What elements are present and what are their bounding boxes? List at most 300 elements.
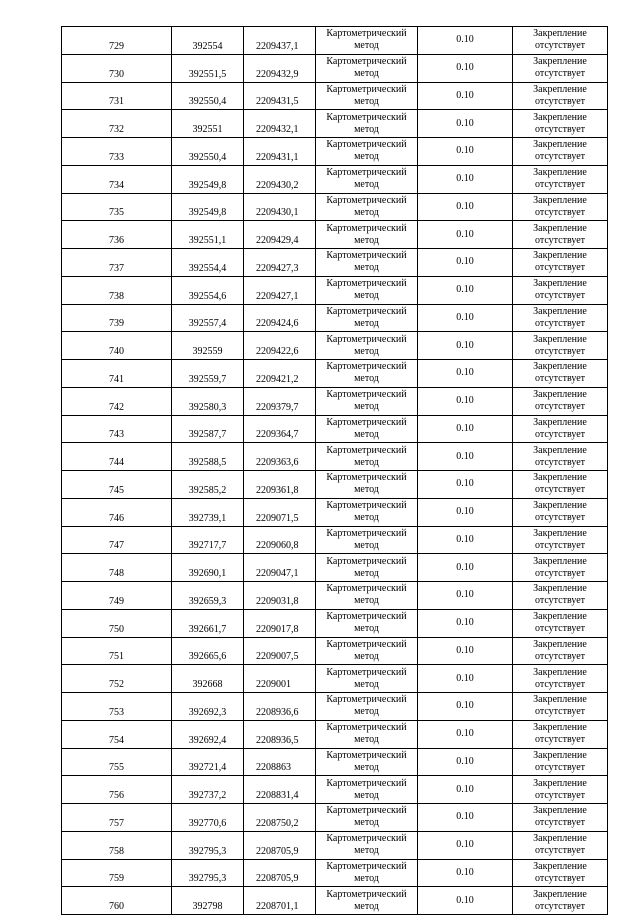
- y-coordinate-cell: [244, 360, 316, 388]
- point-number-cell: [62, 193, 172, 221]
- fixing-text: Закрепление: [533, 583, 587, 595]
- fixing-text: отсутствует: [534, 595, 586, 607]
- table-row: [62, 831, 608, 859]
- y-coordinate-cell: [244, 443, 316, 471]
- point-number-text: 759: [109, 873, 124, 885]
- fixing-text: отсутствует: [534, 789, 586, 801]
- method-cell: [316, 221, 418, 249]
- precision-text: 0.10: [456, 339, 474, 351]
- point-number-cell: [62, 304, 172, 332]
- method-cell: [316, 609, 418, 637]
- x-coordinate-text: 392661,7: [188, 623, 227, 635]
- x-coordinate-cell: [172, 360, 244, 388]
- point-number-cell: [62, 110, 172, 138]
- fixing-cell: [513, 54, 608, 82]
- x-coordinate-text: 392549,8: [188, 179, 227, 191]
- fixing-text: отсутствует: [534, 151, 586, 163]
- fixing-text: Закрепление: [533, 694, 587, 706]
- fixing-cell: [513, 165, 608, 193]
- x-coordinate-cell: [172, 776, 244, 804]
- x-coordinate-cell: [172, 831, 244, 859]
- fixing-text: Закрепление: [533, 444, 587, 456]
- method-text: метод: [354, 317, 379, 329]
- method-text: метод: [354, 40, 379, 52]
- precision-text: 0.10: [456, 173, 474, 185]
- method-text: метод: [354, 650, 379, 662]
- point-number-cell: [62, 831, 172, 859]
- fixing-text: отсутствует: [534, 650, 586, 662]
- y-coordinate-cell: [244, 498, 316, 526]
- x-coordinate-text: 392550,4: [188, 151, 227, 163]
- method-text: метод: [354, 789, 379, 801]
- method-text: Картометрический: [326, 694, 407, 706]
- y-coordinate-cell: [244, 27, 316, 55]
- precision-cell: [418, 582, 513, 610]
- table-row: [62, 582, 608, 610]
- y-coordinate-text: 2209361,8: [256, 484, 299, 496]
- point-number-cell: [62, 498, 172, 526]
- fixing-cell: [513, 110, 608, 138]
- fixing-text: отсутствует: [534, 345, 586, 357]
- point-number-cell: [62, 720, 172, 748]
- fixing-text: Закрепление: [533, 749, 587, 761]
- x-coordinate-text: 392554: [192, 40, 223, 52]
- fixing-cell: [513, 887, 608, 915]
- point-number-cell: [62, 415, 172, 443]
- point-number-cell: [62, 27, 172, 55]
- y-coordinate-text: 2209432,9: [256, 68, 299, 80]
- table-row: [62, 776, 608, 804]
- method-text: Картометрический: [326, 167, 407, 179]
- x-coordinate-cell: [172, 526, 244, 554]
- fixing-cell: [513, 360, 608, 388]
- fixing-cell: [513, 720, 608, 748]
- table-row: [62, 360, 608, 388]
- point-number-text: 743: [109, 429, 124, 441]
- method-cell: [316, 720, 418, 748]
- precision-text: 0.10: [456, 839, 474, 851]
- table-row: [62, 138, 608, 166]
- y-coordinate-text: 2209363,6: [256, 457, 299, 468]
- x-coordinate-text: 392717,7: [188, 540, 227, 552]
- method-cell: [316, 110, 418, 138]
- fixing-cell: [513, 193, 608, 221]
- x-coordinate-cell: [172, 332, 244, 360]
- x-coordinate-cell: [172, 276, 244, 304]
- point-number-cell: [62, 748, 172, 776]
- precision-text: 0.10: [456, 34, 474, 46]
- precision-cell: [418, 165, 513, 193]
- precision-cell: [418, 249, 513, 277]
- method-text: Картометрический: [326, 416, 407, 428]
- precision-text: 0.10: [456, 228, 474, 240]
- y-coordinate-text: 2209430,1: [256, 207, 299, 219]
- precision-text: 0.10: [456, 672, 474, 684]
- y-coordinate-cell: [244, 193, 316, 221]
- y-coordinate-cell: [244, 82, 316, 110]
- method-text: метод: [354, 428, 379, 440]
- precision-cell: [418, 887, 513, 915]
- x-coordinate-cell: [172, 110, 244, 138]
- method-cell: [316, 54, 418, 82]
- table-row: [62, 526, 608, 554]
- method-cell: [316, 526, 418, 554]
- table-row: [62, 221, 608, 249]
- y-coordinate-cell: [244, 221, 316, 249]
- fixing-cell: [513, 526, 608, 554]
- method-text: метод: [354, 68, 379, 80]
- point-number-text: 729: [109, 40, 124, 52]
- table-row: [62, 665, 608, 693]
- fixing-text: отсутствует: [534, 706, 586, 718]
- x-coordinate-cell: [172, 387, 244, 415]
- method-text: метод: [354, 373, 379, 385]
- fixing-text: Закрепление: [533, 860, 587, 872]
- fixing-text: Закрепление: [533, 555, 587, 567]
- fixing-cell: [513, 804, 608, 832]
- x-coordinate-cell: [172, 609, 244, 637]
- precision-text: 0.10: [456, 367, 474, 379]
- point-number-text: 732: [109, 124, 124, 135]
- method-text: Картометрический: [326, 583, 407, 595]
- point-number-cell: [62, 859, 172, 887]
- table-row: [62, 110, 608, 138]
- point-number-text: 739: [109, 318, 124, 330]
- x-coordinate-cell: [172, 471, 244, 499]
- point-number-text: 734: [109, 179, 124, 191]
- y-coordinate-cell: [244, 637, 316, 665]
- y-coordinate-cell: [244, 387, 316, 415]
- y-coordinate-text: 2209427,1: [256, 290, 299, 302]
- precision-cell: [418, 54, 513, 82]
- y-coordinate-cell: [244, 609, 316, 637]
- method-text: метод: [354, 678, 379, 690]
- fixing-cell: [513, 776, 608, 804]
- fixing-text: отсутствует: [534, 290, 586, 302]
- x-coordinate-cell: [172, 221, 244, 249]
- precision-text: 0.10: [456, 561, 474, 573]
- method-text: Картометрический: [326, 860, 407, 872]
- x-coordinate-text: 392585,2: [188, 484, 227, 496]
- fixing-text: Закрепление: [533, 638, 587, 650]
- method-cell: [316, 415, 418, 443]
- x-coordinate-text: 392550,4: [188, 96, 227, 108]
- precision-text: 0.10: [456, 450, 474, 462]
- point-number-text: 753: [109, 706, 124, 718]
- method-text: метод: [354, 872, 379, 884]
- method-cell: [316, 27, 418, 55]
- table-row: [62, 304, 608, 332]
- x-coordinate-text: 392554,6: [188, 290, 227, 302]
- x-coordinate-text: 392551,5: [188, 68, 227, 80]
- method-text: Картометрический: [326, 278, 407, 290]
- fixing-text: отсутствует: [534, 845, 586, 857]
- precision-cell: [418, 804, 513, 832]
- fixing-text: отсутствует: [534, 567, 586, 579]
- method-text: Картометрический: [326, 250, 407, 262]
- x-coordinate-cell: [172, 82, 244, 110]
- fixing-text: отсутствует: [534, 761, 586, 773]
- precision-cell: [418, 443, 513, 471]
- method-text: метод: [354, 512, 379, 524]
- method-text: метод: [354, 484, 379, 496]
- table-row: [62, 471, 608, 499]
- precision-text: 0.10: [456, 894, 474, 906]
- y-coordinate-text: 2208936,6: [256, 706, 299, 718]
- method-text: Картометрический: [326, 749, 407, 761]
- precision-text: 0.10: [456, 89, 474, 101]
- fixing-text: Закрепление: [533, 167, 587, 179]
- fixing-cell: [513, 27, 608, 55]
- x-coordinate-cell: [172, 443, 244, 471]
- precision-cell: [418, 387, 513, 415]
- point-number-cell: [62, 471, 172, 499]
- method-text: Картометрический: [326, 194, 407, 206]
- method-cell: [316, 498, 418, 526]
- method-cell: [316, 82, 418, 110]
- precision-text: 0.10: [456, 284, 474, 296]
- fixing-cell: [513, 637, 608, 665]
- precision-cell: [418, 859, 513, 887]
- x-coordinate-text: 392551: [192, 124, 223, 135]
- point-number-cell: [62, 249, 172, 277]
- point-number-text: 730: [109, 68, 124, 80]
- method-text: метод: [354, 706, 379, 718]
- y-coordinate-text: 2209047,1: [256, 568, 299, 579]
- method-cell: [316, 693, 418, 721]
- fixing-text: отсутствует: [534, 817, 586, 829]
- precision-text: 0.10: [456, 422, 474, 434]
- fixing-text: Закрепление: [533, 527, 587, 539]
- fixing-text: отсутствует: [534, 206, 586, 218]
- y-coordinate-cell: [244, 276, 316, 304]
- precision-cell: [418, 332, 513, 360]
- fixing-text: отсутствует: [534, 539, 586, 551]
- point-number-text: 750: [109, 623, 124, 635]
- fixing-text: отсутствует: [534, 623, 586, 635]
- fixing-text: отсутствует: [534, 428, 586, 440]
- point-number-text: 752: [109, 679, 124, 690]
- fixing-cell: [513, 332, 608, 360]
- table-row: [62, 387, 608, 415]
- precision-cell: [418, 831, 513, 859]
- x-coordinate-text: 392559,7: [188, 373, 227, 385]
- fixing-text: Закрепление: [533, 722, 587, 734]
- point-number-cell: [62, 554, 172, 582]
- table-row: [62, 443, 608, 471]
- fixing-cell: [513, 443, 608, 471]
- x-coordinate-text: 392551,1: [188, 235, 227, 246]
- fixing-text: Закрепление: [533, 250, 587, 262]
- point-number-cell: [62, 276, 172, 304]
- x-coordinate-cell: [172, 27, 244, 55]
- method-text: метод: [354, 567, 379, 579]
- fixing-cell: [513, 748, 608, 776]
- y-coordinate-cell: [244, 138, 316, 166]
- fixing-text: Закрепление: [533, 361, 587, 373]
- precision-text: 0.10: [456, 866, 474, 878]
- x-coordinate-cell: [172, 693, 244, 721]
- point-number-cell: [62, 387, 172, 415]
- precision-cell: [418, 415, 513, 443]
- point-number-cell: [62, 609, 172, 637]
- y-coordinate-text: 2209422,6: [256, 346, 299, 357]
- x-coordinate-text: 392580,3: [188, 401, 227, 413]
- fixing-text: Закрепление: [533, 472, 587, 484]
- x-coordinate-text: 392795,3: [188, 873, 227, 885]
- y-coordinate-text: 2208705,9: [256, 845, 299, 857]
- table-row: [62, 720, 608, 748]
- method-text: метод: [354, 345, 379, 357]
- method-cell: [316, 165, 418, 193]
- point-number-cell: [62, 54, 172, 82]
- point-number-text: 756: [109, 790, 124, 801]
- fixing-cell: [513, 138, 608, 166]
- y-coordinate-cell: [244, 748, 316, 776]
- point-number-text: 747: [109, 540, 124, 552]
- method-text: Картометрический: [326, 333, 407, 345]
- precision-text: 0.10: [456, 533, 474, 545]
- point-number-text: 736: [109, 235, 124, 246]
- precision-cell: [418, 138, 513, 166]
- coordinates-table: [61, 26, 608, 915]
- fixing-text: Закрепление: [533, 611, 587, 623]
- y-coordinate-cell: [244, 165, 316, 193]
- table-row: [62, 693, 608, 721]
- y-coordinate-cell: [244, 415, 316, 443]
- method-cell: [316, 748, 418, 776]
- fixing-text: Закрепление: [533, 805, 587, 817]
- fixing-text: отсутствует: [534, 872, 586, 884]
- precision-text: 0.10: [456, 589, 474, 601]
- table-row: [62, 804, 608, 832]
- method-text: Картометрический: [326, 361, 407, 373]
- method-text: Картометрический: [326, 555, 407, 567]
- fixing-text: отсутствует: [534, 401, 586, 413]
- method-text: Картометрический: [326, 305, 407, 317]
- fixing-text: Закрепление: [533, 111, 587, 123]
- y-coordinate-cell: [244, 304, 316, 332]
- method-text: метод: [354, 262, 379, 274]
- precision-text: 0.10: [456, 644, 474, 656]
- method-text: метод: [354, 456, 379, 468]
- x-coordinate-text: 392668: [192, 679, 223, 690]
- fixing-text: отсутствует: [534, 373, 586, 385]
- fixing-text: Закрепление: [533, 666, 587, 678]
- y-coordinate-text: 2209071,5: [256, 512, 299, 524]
- fixing-cell: [513, 304, 608, 332]
- precision-cell: [418, 720, 513, 748]
- table-row: [62, 859, 608, 887]
- x-coordinate-cell: [172, 498, 244, 526]
- fixing-cell: [513, 831, 608, 859]
- method-cell: [316, 360, 418, 388]
- method-cell: [316, 859, 418, 887]
- fixing-text: Закрепление: [533, 333, 587, 345]
- y-coordinate-cell: [244, 693, 316, 721]
- y-coordinate-text: 2209431,5: [256, 96, 299, 108]
- fixing-text: Закрепление: [533, 305, 587, 317]
- y-coordinate-cell: [244, 54, 316, 82]
- method-text: метод: [354, 290, 379, 302]
- fixing-text: отсутствует: [534, 900, 586, 912]
- fixing-cell: [513, 665, 608, 693]
- method-text: Картометрический: [326, 722, 407, 734]
- fixing-text: отсутствует: [534, 678, 586, 690]
- x-coordinate-text: 392737,2: [188, 790, 227, 801]
- x-coordinate-text: 392549,8: [188, 207, 227, 219]
- method-text: Картометрический: [326, 222, 407, 234]
- x-coordinate-cell: [172, 165, 244, 193]
- fixing-text: отсутствует: [534, 484, 586, 496]
- point-number-text: 742: [109, 401, 124, 413]
- precision-cell: [418, 526, 513, 554]
- x-coordinate-text: 392690,1: [188, 568, 227, 579]
- fixing-cell: [513, 582, 608, 610]
- method-cell: [316, 332, 418, 360]
- precision-text: 0.10: [456, 200, 474, 212]
- y-coordinate-cell: [244, 720, 316, 748]
- x-coordinate-cell: [172, 887, 244, 915]
- method-text: метод: [354, 734, 379, 746]
- table-row: [62, 165, 608, 193]
- method-cell: [316, 804, 418, 832]
- point-number-cell: [62, 443, 172, 471]
- fixing-text: Закрепление: [533, 500, 587, 512]
- method-cell: [316, 776, 418, 804]
- x-coordinate-cell: [172, 193, 244, 221]
- x-coordinate-text: 392798: [192, 901, 223, 912]
- y-coordinate-text: 2208701,1: [256, 901, 299, 912]
- method-cell: [316, 276, 418, 304]
- fixing-text: отсутствует: [534, 68, 586, 80]
- precision-text: 0.10: [456, 395, 474, 407]
- y-coordinate-text: 2209031,8: [256, 595, 299, 607]
- x-coordinate-cell: [172, 415, 244, 443]
- fixing-cell: [513, 82, 608, 110]
- table-row: [62, 54, 608, 82]
- method-text: Картометрический: [326, 638, 407, 650]
- precision-cell: [418, 82, 513, 110]
- fixing-text: отсутствует: [534, 40, 586, 52]
- y-coordinate-text: 2209017,8: [256, 623, 299, 635]
- method-cell: [316, 554, 418, 582]
- method-text: метод: [354, 95, 379, 107]
- y-coordinate-text: 2209437,1: [256, 40, 299, 52]
- y-coordinate-cell: [244, 804, 316, 832]
- x-coordinate-text: 392554,4: [188, 262, 227, 274]
- precision-cell: [418, 304, 513, 332]
- fixing-text: отсутствует: [534, 456, 586, 468]
- y-coordinate-cell: [244, 887, 316, 915]
- precision-cell: [418, 693, 513, 721]
- point-number-cell: [62, 82, 172, 110]
- precision-cell: [418, 276, 513, 304]
- precision-text: 0.10: [456, 700, 474, 712]
- y-coordinate-text: 2209007,5: [256, 651, 299, 663]
- method-text: Картометрический: [326, 833, 407, 845]
- y-coordinate-cell: [244, 859, 316, 887]
- precision-text: 0.10: [456, 783, 474, 795]
- method-text: метод: [354, 595, 379, 607]
- method-text: метод: [354, 401, 379, 413]
- x-coordinate-text: 392588,5: [188, 457, 227, 468]
- x-coordinate-text: 392770,6: [188, 817, 227, 829]
- table-body: [62, 27, 608, 915]
- y-coordinate-text: 2209429,4: [256, 235, 299, 246]
- table-row: [62, 637, 608, 665]
- precision-cell: [418, 637, 513, 665]
